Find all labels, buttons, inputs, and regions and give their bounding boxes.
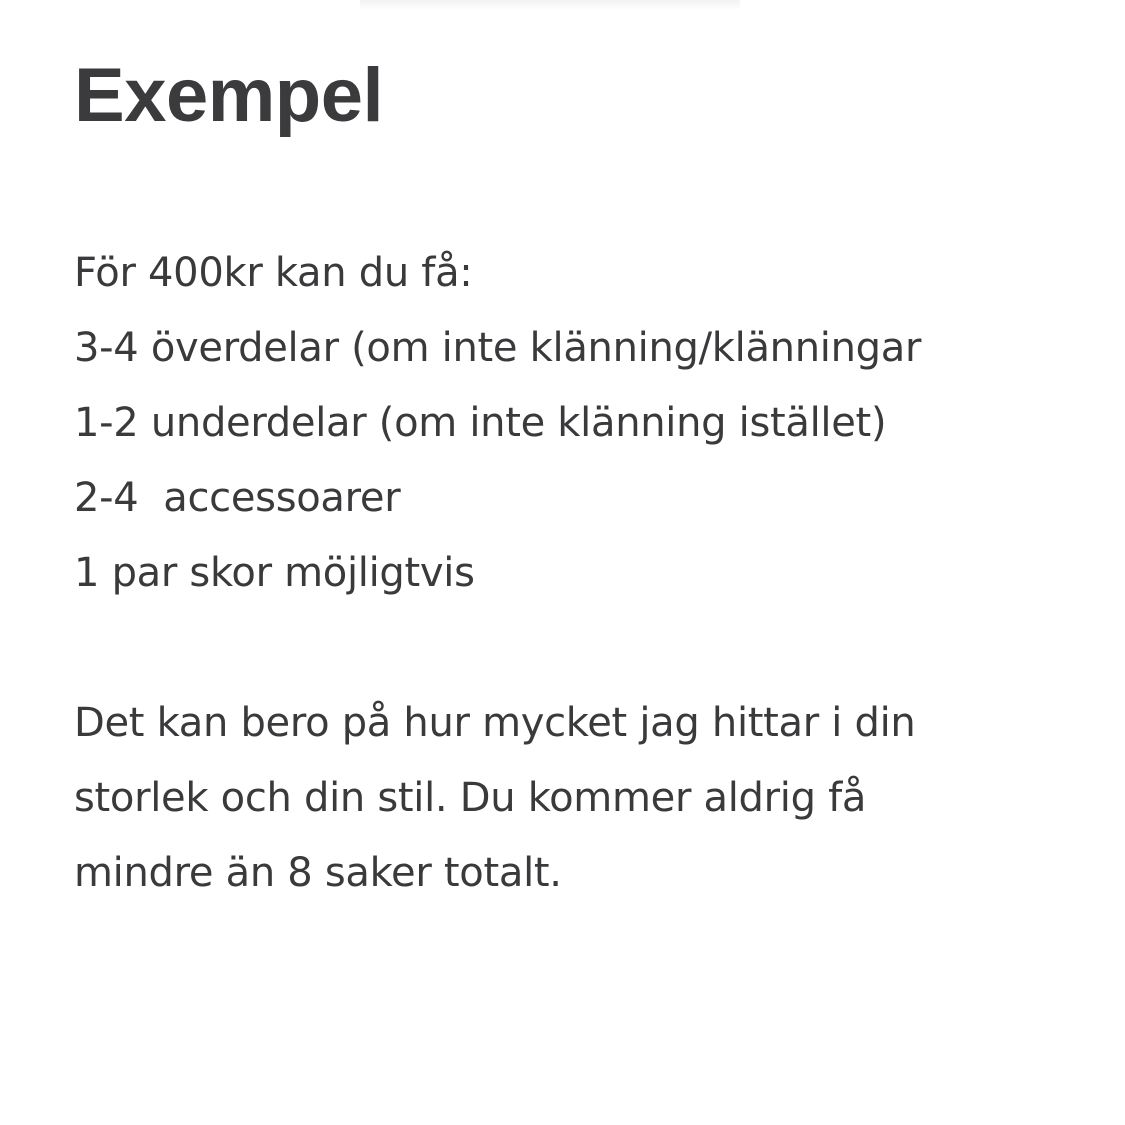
note-paragraph-items <box>74 236 921 611</box>
top-scroll-fade <box>360 0 740 10</box>
note-line: mindre än 8 saker totalt. <box>74 850 562 896</box>
note-body[interactable] <box>74 52 1074 896</box>
note-paragraph-info <box>74 686 915 911</box>
note-line: 2-4 accessoarer <box>74 475 401 521</box>
note-line: 1 par skor möjligtvis <box>74 550 475 596</box>
note-line: För 400kr kan du få: <box>74 250 473 296</box>
note-line: Det kan bero på hur mycket jag hittar i din <box>74 700 916 746</box>
note-line: 3-4 överdelar (om inte klänning/klänningar <box>74 325 922 371</box>
note-title: Exempel <box>74 53 384 138</box>
note-line: storlek och din stil. Du kommer aldrig få <box>74 775 867 821</box>
note-line: 1-2 underdelar (om inte klänning istället) <box>74 400 887 446</box>
